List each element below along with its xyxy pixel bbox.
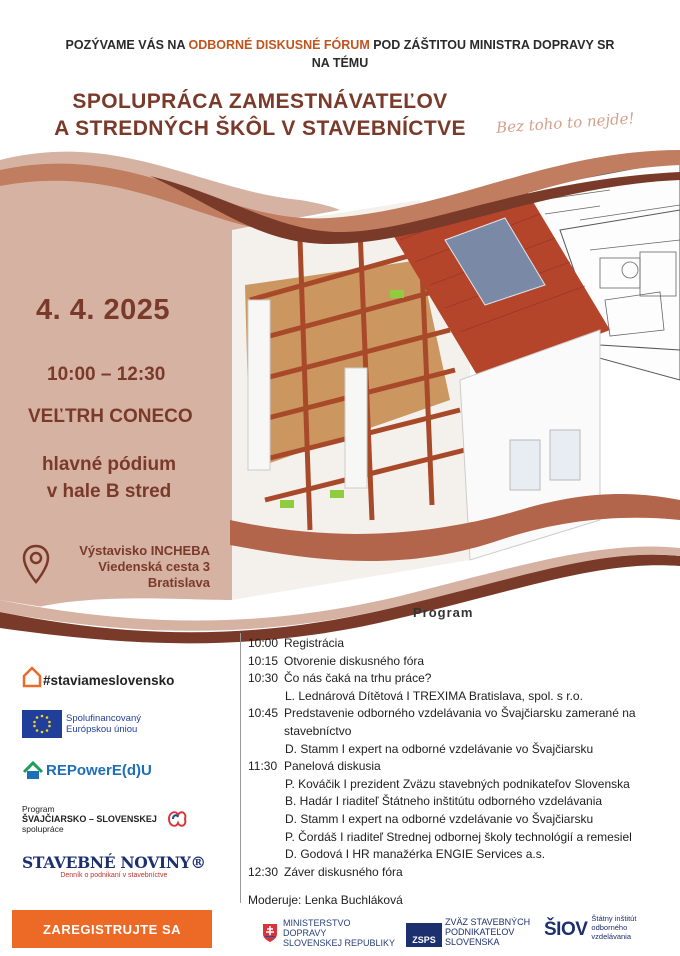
program-text: Záver diskusného fóra — [284, 864, 403, 879]
program-time: 10:00 — [248, 636, 279, 650]
program-item — [248, 653, 668, 671]
siov-abbr: ŠIOV — [544, 919, 588, 940]
address-line2: Viedenská cesta 3 — [98, 559, 210, 574]
program-title: Program — [413, 605, 474, 620]
swiss-program-logo — [22, 804, 189, 834]
event-stage — [34, 451, 184, 505]
event-address — [60, 543, 210, 591]
siov-line1: Štátny inštitút — [591, 914, 637, 923]
program-speaker: B. Hadár I riaditeľ Štátneho inštitútu odborného vzdelávania — [285, 794, 603, 809]
slovak-coat-of-arms-icon — [262, 923, 278, 943]
program-speaker: P. Čordáš I riaditeľ Strednej odbornej školy technológií a remesiel — [285, 829, 632, 844]
program-text: Otvorenie diskusného fóra — [284, 653, 425, 668]
eu-text — [66, 713, 141, 735]
staviame-text: #staviameslovensko — [43, 673, 175, 688]
ministry-line1: MINISTERSTVO — [283, 918, 351, 928]
repower-text: REPowerE(d)U — [46, 761, 152, 779]
address-line3: Bratislava — [147, 575, 210, 590]
invite-highlight: ODBORNÉ DISKUSNÉ FÓRUM — [188, 38, 370, 52]
siov-text — [591, 914, 636, 941]
program-time: 12:30 — [248, 864, 279, 879]
slogan: Bez toho to nejde! — [495, 109, 636, 137]
eu-line1: Spolufinancovaný — [66, 713, 141, 724]
ministry-text — [283, 918, 395, 948]
ministry-logo — [262, 918, 395, 948]
stage-line1: hlavné pódium — [41, 454, 177, 475]
program-text: Čo nás čaká na trhu práce? — [284, 671, 432, 686]
event-date: 4. 4. 2025 — [36, 294, 170, 326]
swiss-text — [22, 804, 157, 834]
program-item — [248, 864, 668, 882]
event-time: 10:00 – 12:30 — [47, 364, 166, 385]
title-line2: A STREDNÝCH ŠKÔL V STAVEBNÍCTVE — [54, 117, 466, 140]
program-speaker: P. Kováčik I prezident Zväzu stavebných podnikateľov Slovenska — [285, 776, 630, 791]
program-item — [248, 635, 668, 653]
noviny-title: STAVEBNÉ NOVINY® — [22, 853, 206, 872]
zsps-abbr: ZSPS — [406, 923, 442, 947]
invite-line2: NA TÉMU — [311, 56, 369, 70]
program-item — [248, 705, 668, 740]
siov-line2: odborného — [591, 923, 628, 932]
invite-part2: POD ZÁŠTITOU MINISTRA DOPRAVY SR — [369, 38, 615, 52]
address-line1: Výstavisko INCHEBA — [79, 543, 210, 558]
program-time: 10:15 — [248, 653, 279, 668]
repower-icon — [22, 760, 44, 780]
swiss-knot-icon — [163, 806, 189, 832]
program-time: 11:30 — [248, 759, 278, 774]
zsps-line1: ZVÄZ STAVEBNÝCH — [445, 917, 531, 927]
program-list — [248, 635, 668, 881]
zsps-logo — [406, 917, 530, 947]
stage-line2: v hale B stred — [46, 481, 172, 502]
eu-logo — [22, 710, 141, 738]
program-text: Registrácia — [284, 636, 345, 650]
swiss-line1: Program — [22, 804, 55, 814]
siov-line3: vzdelávania — [591, 932, 632, 941]
zsps-line2: PODNIKATEĽOV — [445, 927, 515, 937]
program-text: Predstavenie odborného vzdelávania vo Švajčiarsku zamerané na stavebníctvo — [284, 706, 636, 738]
program-speaker: D. Stamm I expert na odborné vzdelávanie vo Švajčiarsku — [285, 741, 594, 756]
invite-part1: POZÝVAME VÁS NA — [65, 38, 189, 52]
noviny-subtitle: Denník o podnikaní v stavebníctve — [60, 872, 168, 879]
program-divider — [240, 633, 241, 903]
zsps-line3: SLOVENSKA — [445, 937, 500, 947]
program-speaker: D. Godová I HR manažérka ENGIE Services a.s. — [285, 847, 546, 862]
zsps-text — [445, 917, 530, 947]
program-item — [248, 670, 668, 688]
ministry-line2: DOPRAVY — [283, 928, 327, 938]
program-time: 10:30 — [248, 671, 279, 686]
eu-flag-icon — [22, 710, 62, 738]
house-icon — [22, 666, 42, 688]
repower-logo — [22, 760, 152, 780]
moderator: Moderuje: Lenka Buchláková — [248, 893, 403, 907]
program-time: 10:45 — [248, 706, 279, 721]
staviame-logo — [22, 666, 174, 688]
register-button[interactable]: ZAREGISTRUJTE SA — [12, 910, 212, 948]
title-line1: SPOLUPRÁCA ZAMESTNÁVATEĽOV — [72, 90, 448, 113]
ministry-line3: SLOVENSKEJ REPUBLIKY — [283, 938, 396, 948]
swiss-line3: spolupráce — [22, 824, 64, 834]
program-item — [248, 758, 668, 776]
stavebne-noviny-logo — [22, 853, 206, 879]
program-speaker: L. Lednárová Dítětová I TREXIMA Bratislava, spol. s r.o. — [285, 688, 583, 703]
location-pin-icon — [22, 544, 50, 584]
event-title — [0, 88, 520, 142]
invitation-text — [0, 36, 680, 72]
siov-logo — [544, 914, 636, 941]
program-speaker: D. Stamm I expert na odborné vzdelávanie vo Švajčiarsku — [285, 811, 594, 826]
eu-line2: Európskou úniou — [66, 724, 138, 735]
swiss-line2: ŠVAJČIARSKO – SLOVENSKEJ — [22, 814, 157, 824]
event-venue: VEĽTRH CONECO — [28, 406, 193, 427]
program-text: Panelová diskusia — [284, 759, 381, 774]
